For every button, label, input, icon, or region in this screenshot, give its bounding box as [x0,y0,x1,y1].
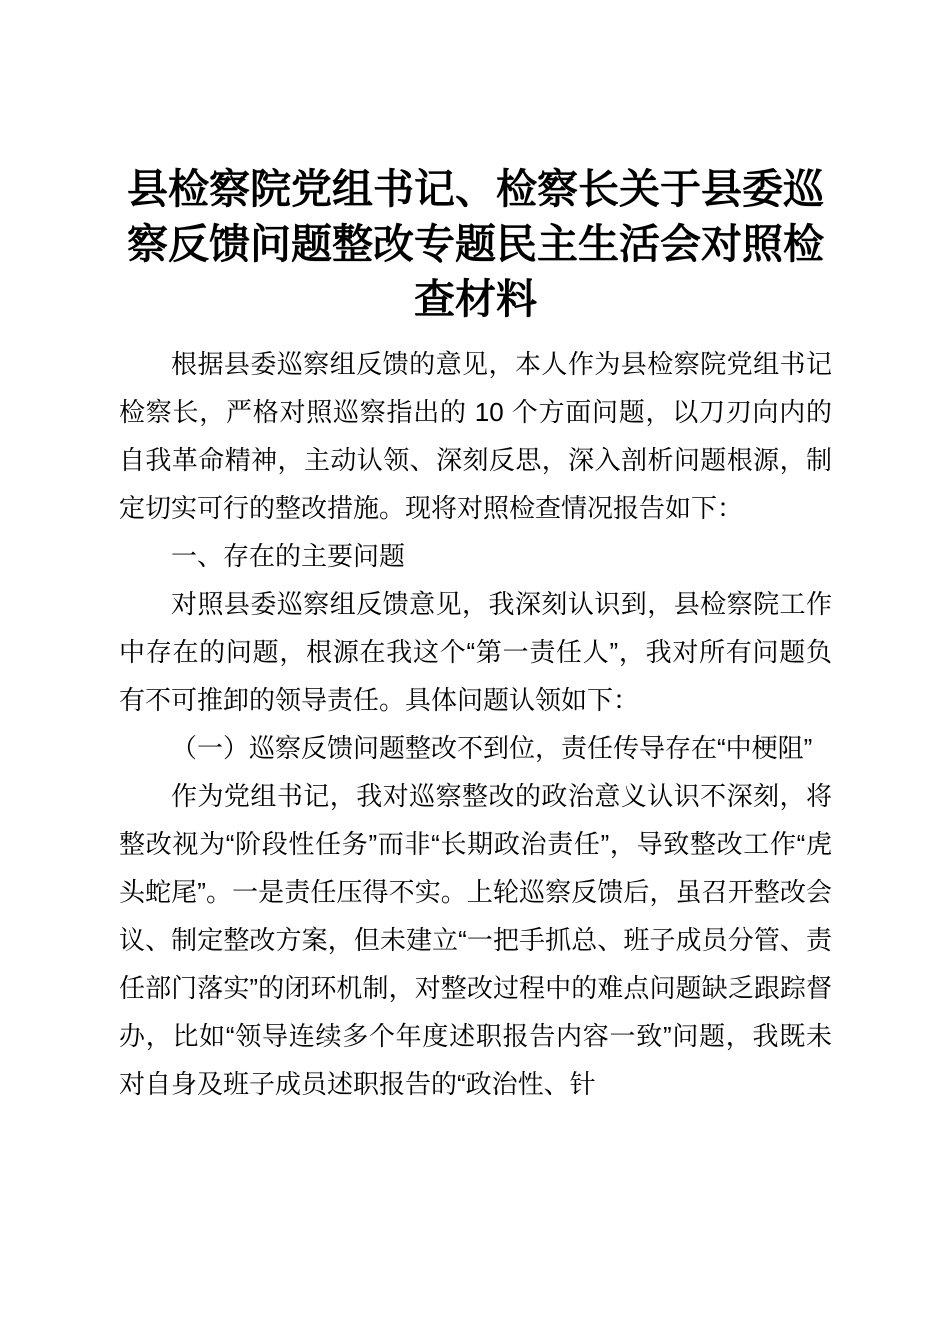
body-paragraph: 作为党组书记，我对巡察整改的政治意义认识不深刻，将整改视为“阶段性任务”而非“长期政治责任”，导致整改工作“虎头蛇尾”。一是责任压得不实。上轮巡察反馈后，虽召开整改会议、制定整改方案，但未建立“一把手抓总、班子成员分管、责任部门落实”的闭环机制，对整改过程中的难点问题缺乏跟踪督办，比如“领导连续多个年度述职报告内容一致”问题，我既未对自身及班子成员述职报告的“政治性、针 [119,781,832,1099]
body-paragraph: 对照县委巡察组反馈意见，我深刻认识到，县检察院工作中存在的问题，根源在我这个“第一责任人”，我对所有问题负有不可推卸的领导责任。具体问题认领如下： [119,589,832,715]
document-body [119,340,832,1108]
body-paragraph: 根据县委巡察组反馈的意见，本人作为县检察院党组书记检察长，严格对照巡察指出的 10 个方面问题，以刀刃向内的自我革命精神，主动认领、深刻反思，深入剖析问题根源，制定切实可行的整改措施。现将对照检查情况报告如下： [119,349,832,523]
section-heading: 一、存在的主要问题 [171,541,406,571]
section-heading: （一）巡察反馈问题整改不到位，责任传导存在“中梗阻” [171,733,813,763]
document-title: 县检察院党组书记、检察长关于县委巡察反馈问题整改专题民主生活会对照检查材料 [127,166,824,322]
